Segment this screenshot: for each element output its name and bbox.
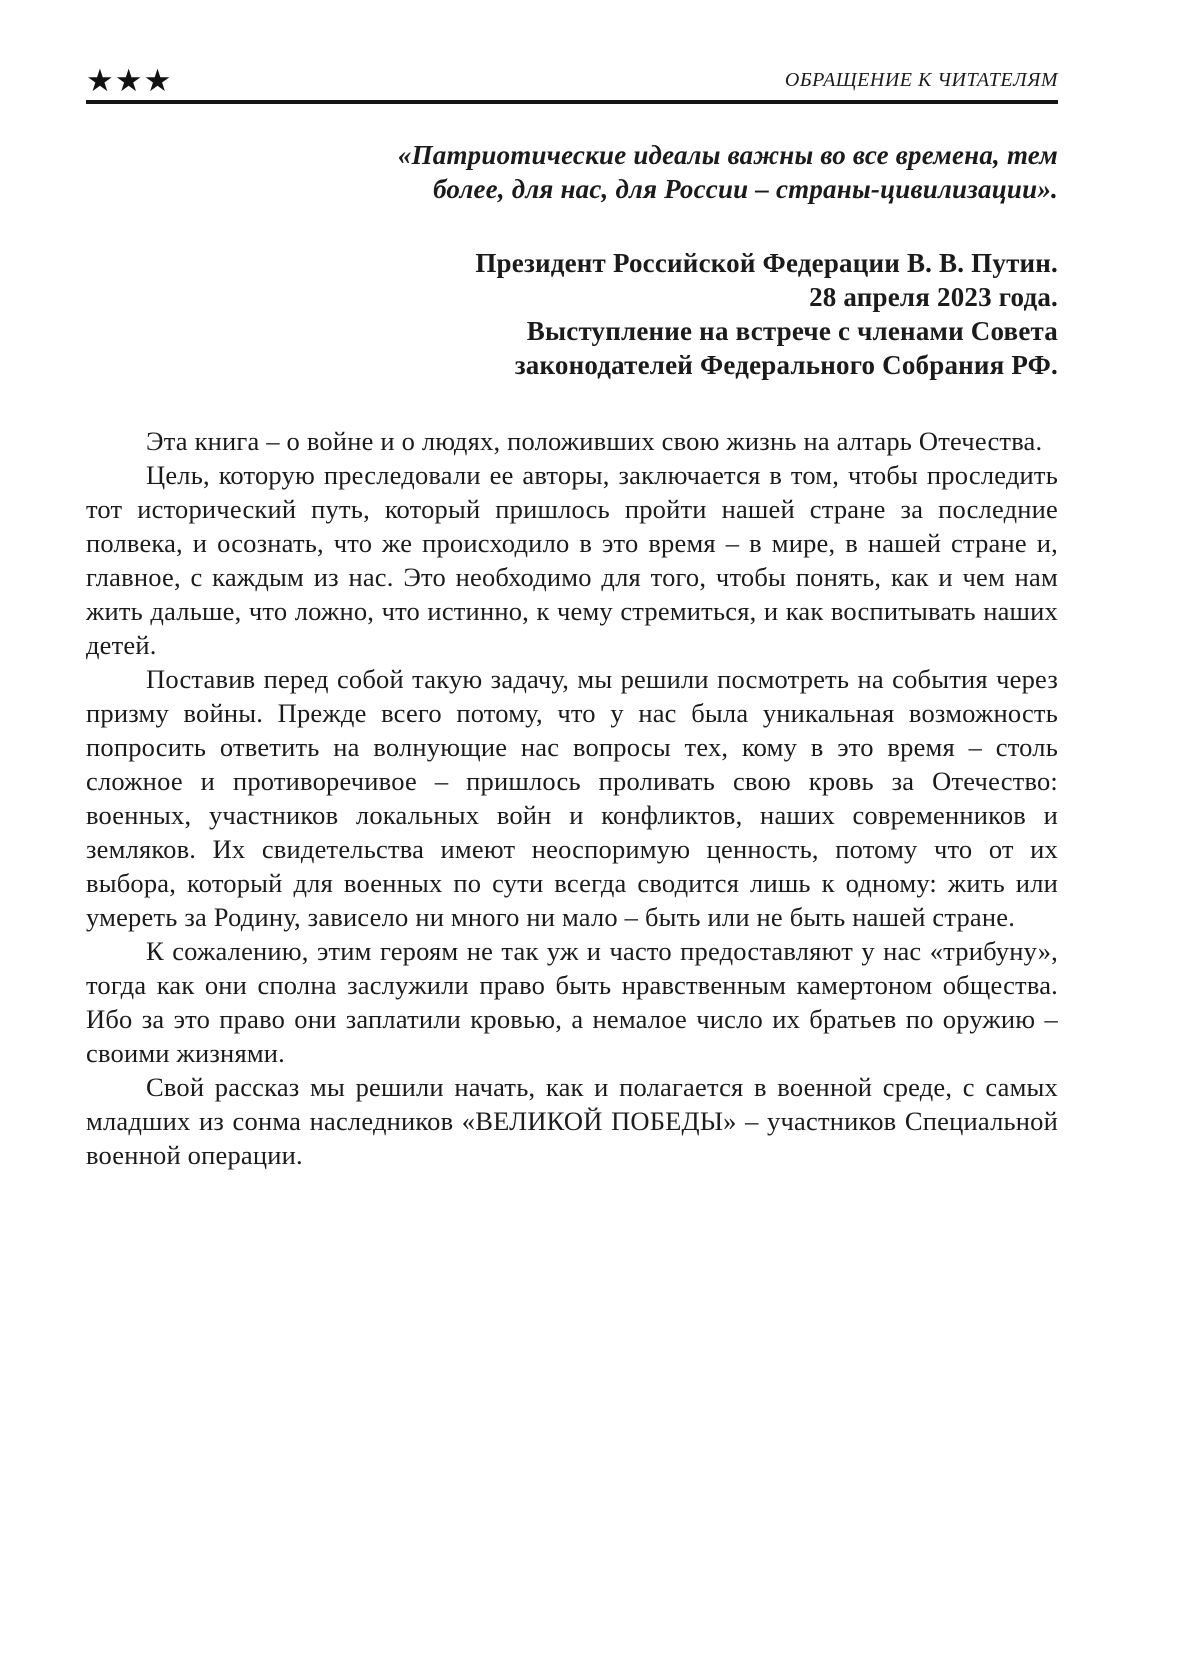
running-title: ОБРАЩЕНИЕ К ЧИТАТЕЛЯМ — [784, 69, 1058, 91]
three-stars-icon: ★★★ — [86, 63, 173, 98]
epigraph-attribution — [86, 246, 1058, 382]
header-rule — [86, 100, 1058, 104]
attribution-line: законодателей Федерального Собрания РФ. — [514, 350, 1058, 380]
epigraph-quote — [86, 138, 1058, 206]
attribution-line: 28 апреля 2023 года. — [809, 282, 1058, 312]
attribution-line: Выступление на встрече с членами Совета — [526, 316, 1058, 346]
body-paragraph: К сожалению, этим героям не так уж и часто предоставляют у нас «трибуну», тогда как они сполна заслужили право быть нравственным камертоном общества. Ибо за это право они заплатили кровью, а немалое число их братьев по оружию – своими жизнями. — [86, 936, 1058, 1068]
epigraph-line: более, для нас, для России – страны-цивилизации». — [433, 174, 1058, 204]
body-paragraph: Цель, которую преследовали ее авторы, заключается в том, чтобы проследить тот исторический путь, который пришлось пройти нашей стране за последние полвека, и осознать, что же происходило в это время – в мире, в нашей стране и, главное, с каждым из нас. Это необходимо для того, чтобы понять, как и чем нам жить дальше, что ложно, что истинно, к чему стремиться, и как воспитывать наших детей. — [86, 460, 1058, 660]
body-text — [86, 424, 1058, 1172]
running-head — [86, 50, 1058, 98]
epigraph-line: «Патриотические идеалы важны во все времена, тем — [397, 140, 1058, 170]
body-paragraph: Эта книга – о войне и о людях, положивших свою жизнь на алтарь Отечества. — [146, 426, 1043, 456]
attribution-line: Президент Российской Федерации В. В. Путин. — [475, 248, 1058, 278]
body-paragraph: Свой рассказ мы решили начать, как и полагается в военной среде, с самых младших из сонма наследников «ВЕЛИКОЙ ПОБЕДЫ» – участников Специальной военной операции. — [86, 1072, 1058, 1170]
body-paragraph: Поставив перед собой такую задачу, мы решили посмотреть на события через призму войны. Прежде всего потому, что у нас была уникальная возможность попросить ответить на волнующие нас вопросы тех, кому в это время – столь сложное и противоречивое – пришлось проливать свою кровь за Отечество: военных, участников локальных войн и конфликтов, наших современников и земляков. Их свидетельства имеют неоспоримую ценность, потому что от их выбора, который для военных по сути всегда сводится лишь к одному: жить или умереть за Родину, зависело ни много ни мало – быть или не быть нашей стране. — [86, 664, 1058, 932]
